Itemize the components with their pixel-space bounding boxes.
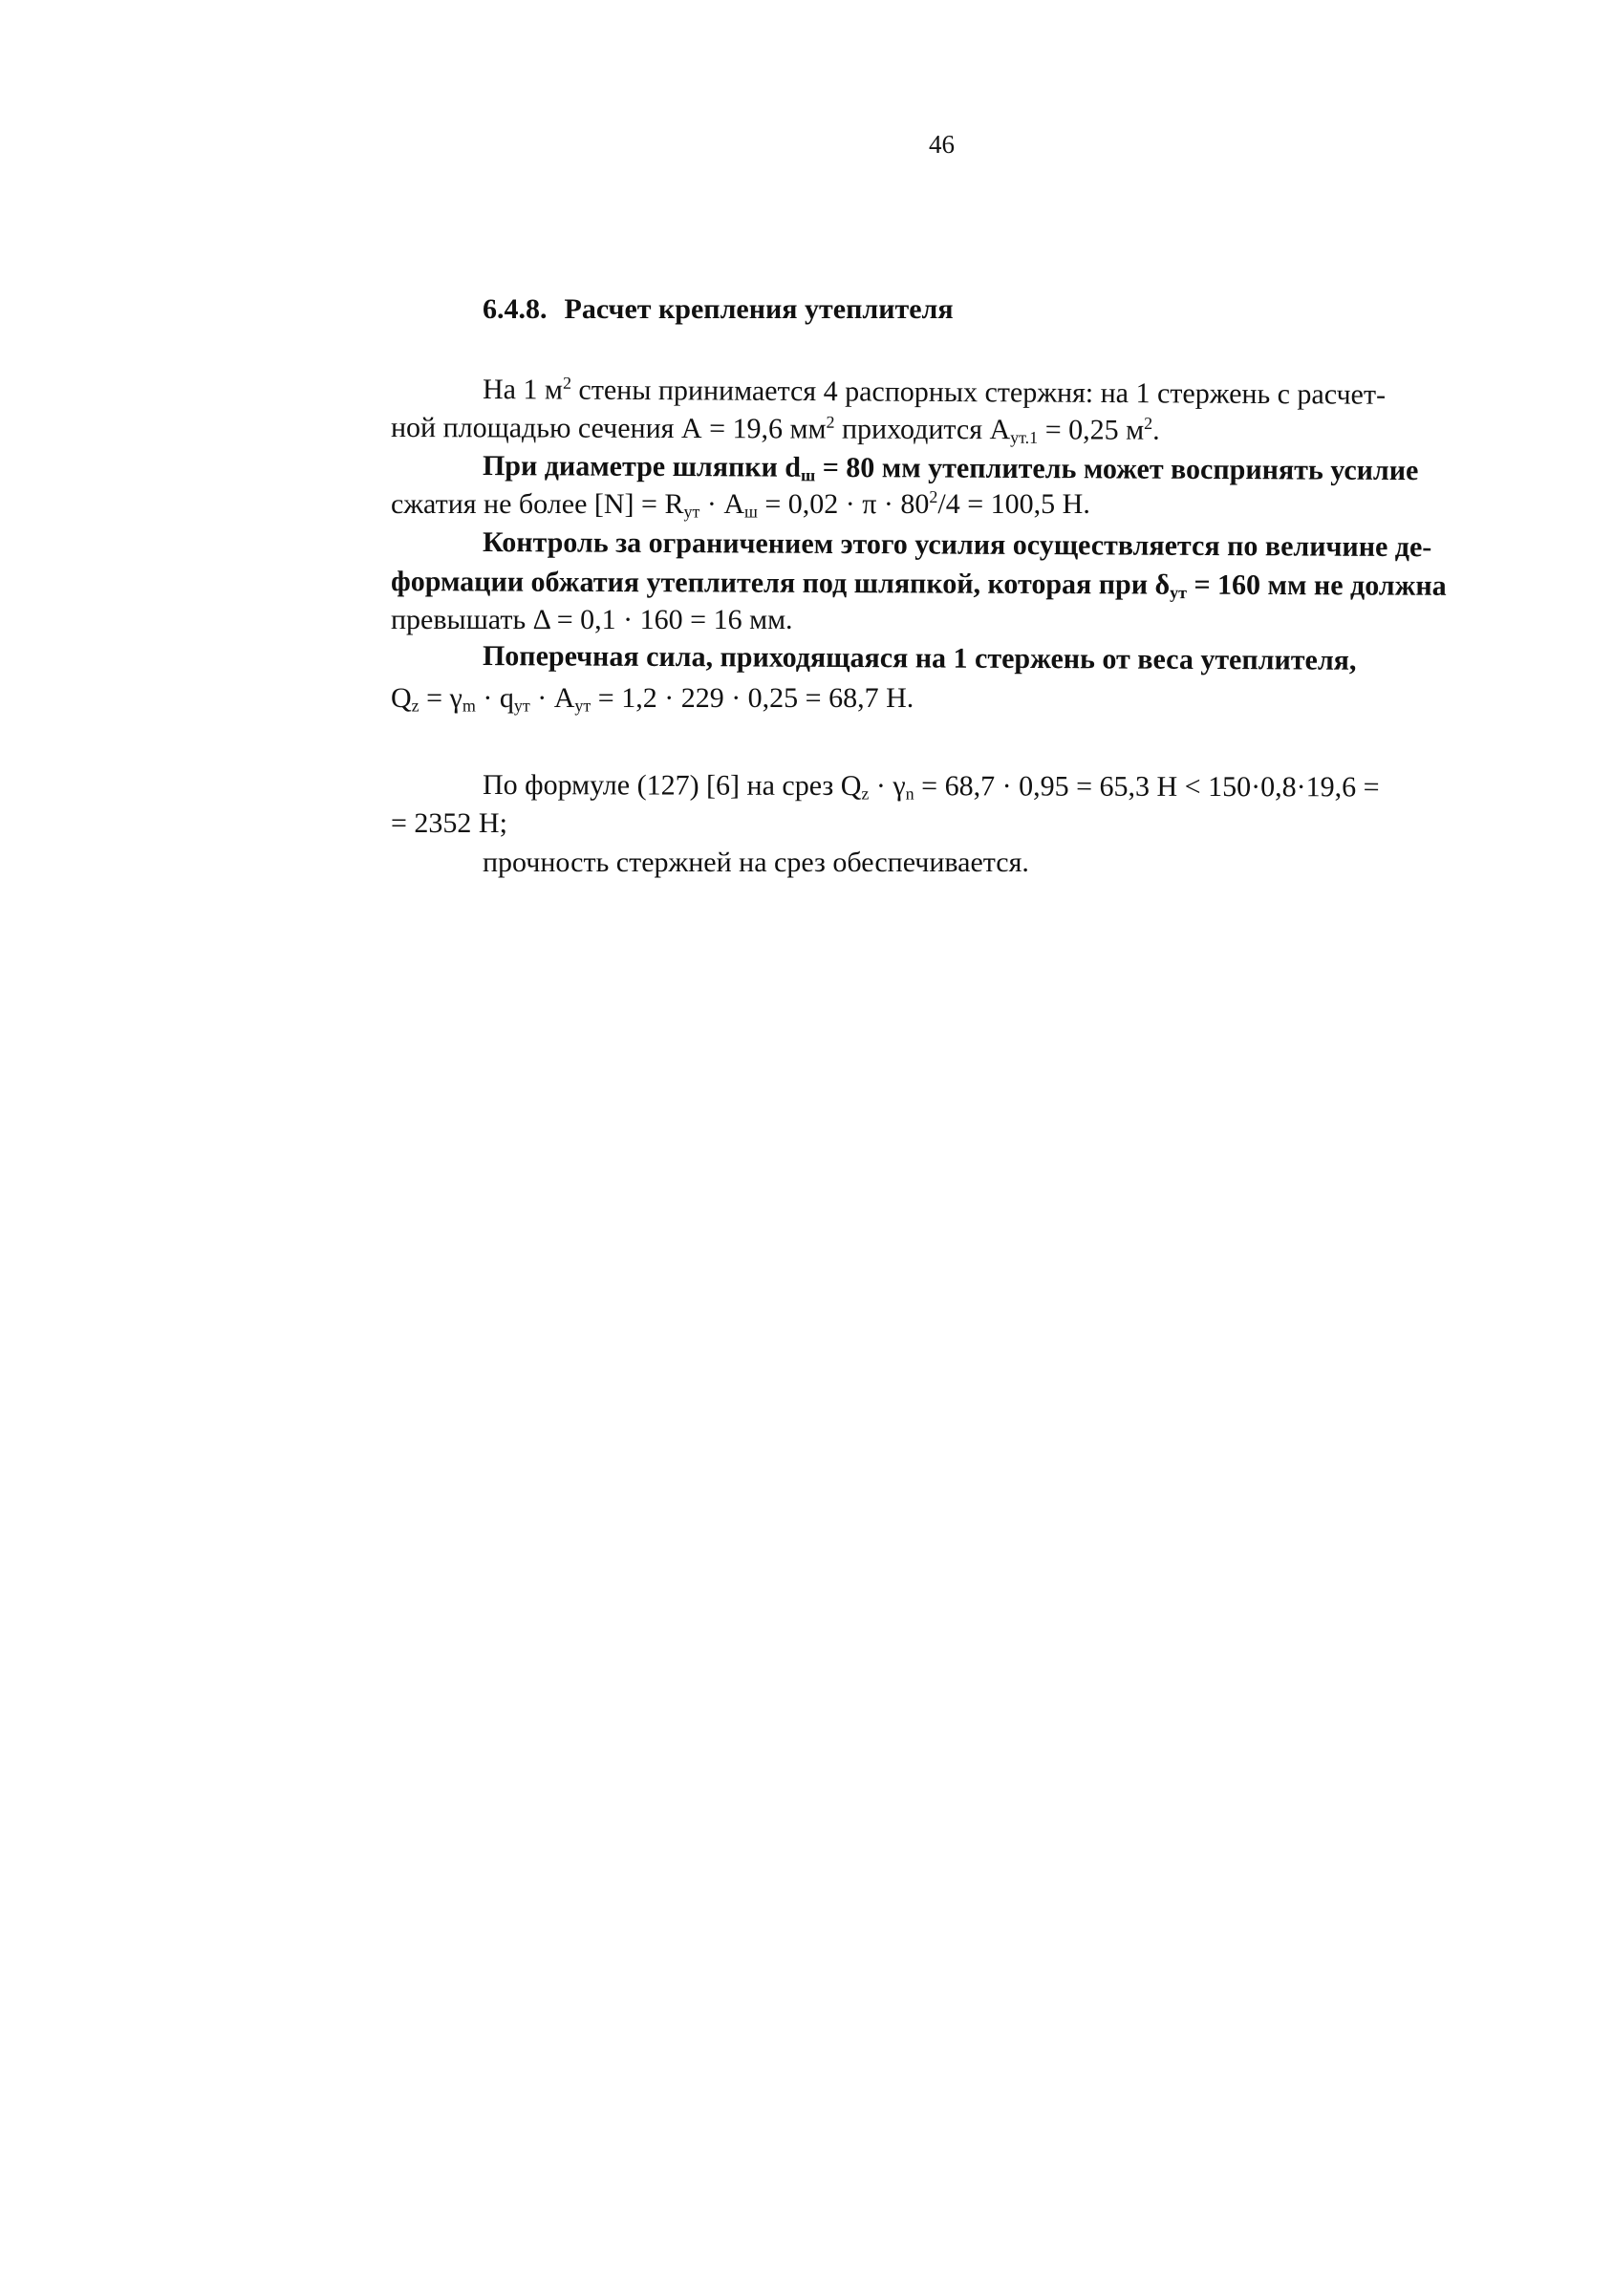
subscript: ш	[744, 502, 758, 522]
text-run: Q	[391, 682, 412, 714]
text-run: превышать Δ = 0,1 · 160 = 16 мм.	[391, 604, 793, 635]
text-run: приходится А	[834, 413, 1011, 446]
paragraph-1-line-1	[482, 373, 1387, 411]
text-run: сжатия не более [N] = R	[391, 488, 684, 520]
subscript: ут	[513, 696, 530, 716]
paragraph-3-line-3	[391, 606, 793, 634]
text-run: · γ	[869, 770, 906, 803]
text-run: = 0,25 м	[1038, 414, 1145, 446]
paragraph-2-line-2	[391, 487, 1090, 522]
subscript: ут.1	[1010, 427, 1039, 447]
paragraph-5-line-2	[391, 809, 507, 838]
text-run: формации обжатия утеплителя под шляпкой, которая при δ	[390, 566, 1171, 601]
paragraph-3-line-2	[391, 568, 1447, 601]
text-run: На 1 м	[482, 374, 564, 406]
paragraph-2-line-1	[483, 452, 1419, 485]
text-run: прочность стержней на срез обеспечивается.	[483, 847, 1029, 878]
text-run: = 1,2 · 229 · 0,25 = 68,7 Н.	[591, 682, 914, 714]
text-run: .	[1152, 414, 1160, 446]
text-run: = 160 мм не должна	[1186, 569, 1447, 602]
section-heading	[483, 293, 954, 326]
text-run: = 2352 Н;	[391, 807, 507, 839]
text-run: /4 = 100,5 Н.	[937, 488, 1090, 520]
subscript: n	[905, 783, 914, 804]
subscript: ут	[683, 502, 700, 522]
text-run: · А	[529, 682, 575, 714]
paragraph-5-line-1	[483, 771, 1380, 802]
paragraph-1-line-2	[391, 414, 1160, 445]
text-run: · А	[699, 488, 744, 520]
section-title: Расчет крепления утеплителя	[564, 293, 954, 325]
superscript: 2	[929, 487, 938, 507]
subscript: m	[462, 696, 476, 716]
text-run: ной площадью сечения А = 19,6 мм	[390, 412, 827, 445]
paragraph-5-line-3	[483, 848, 1029, 877]
text-run: По формуле (127) [6] на срез Q	[482, 769, 862, 803]
subscript: ш	[800, 465, 816, 485]
text-run: При диаметре шляпки d	[482, 450, 802, 483]
paragraph-4-line-1	[483, 642, 1357, 676]
subscript: ут	[574, 696, 591, 716]
paragraph-3-line-1	[483, 528, 1431, 562]
subscript: z	[861, 783, 870, 804]
page-number: 46	[929, 130, 955, 159]
text-run: = 68,7 · 0,95 = 65,3 Н < 150·0,8·19,6 =	[914, 770, 1380, 804]
paragraph-4-line-2	[391, 682, 914, 716]
text-run: Поперечная сила, приходящаяся на 1 стержень от веса утеплителя,	[482, 640, 1357, 676]
text-run: Контроль за ограничением этого усилия осуществляется по величине де-	[482, 526, 1432, 564]
text-run: = 80 мм утеплитель может воспринять усилие	[815, 451, 1419, 487]
text-run: = γ	[419, 682, 462, 714]
subscript: z	[411, 696, 419, 716]
section-number: 6.4.8.	[483, 293, 548, 325]
superscript: 2	[826, 412, 835, 432]
text-run: = 0,02 · π · 80	[757, 488, 930, 520]
text-run: стены принимается 4 распорных стержня: на 1 стержень с расчет-	[570, 374, 1387, 411]
superscript: 2	[1144, 413, 1153, 433]
text-run: · q	[475, 682, 514, 714]
superscript: 2	[562, 373, 572, 393]
subscript: ут	[1170, 583, 1188, 603]
